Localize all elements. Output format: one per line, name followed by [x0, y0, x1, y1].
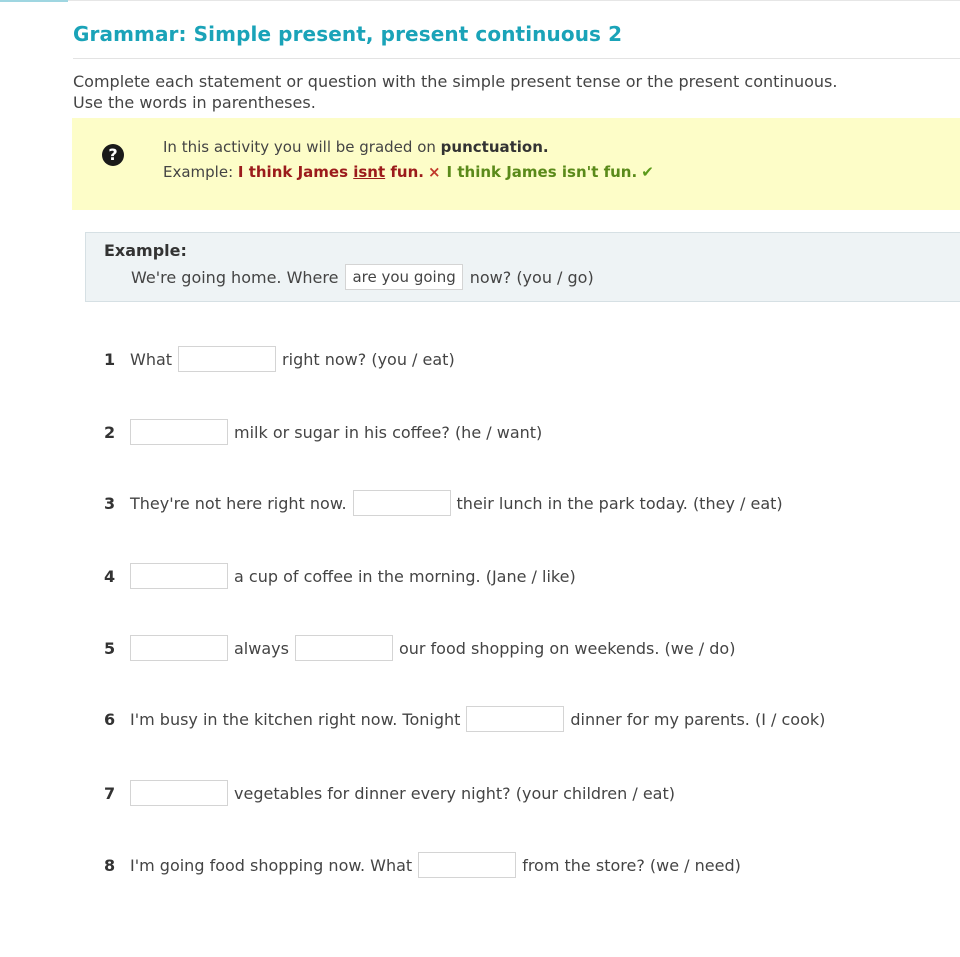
question-text-after: a cup of coffee in the morning. (Jane / like) — [234, 566, 576, 586]
page-title: Grammar: Simple present, present continuous 2 — [73, 22, 623, 46]
title-divider — [73, 58, 960, 59]
example-box — [85, 232, 960, 302]
answer-input-3[interactable] — [353, 490, 451, 516]
wrong-example — [238, 163, 424, 181]
answer-input-7[interactable] — [130, 780, 228, 806]
notice-example-label: Example: — [163, 163, 238, 181]
notice-example-line — [163, 163, 654, 181]
question-text-before: I'm going food shopping now. What — [130, 855, 413, 875]
question-1 — [104, 345, 455, 373]
question-number: 2 — [104, 422, 116, 442]
question-8 — [104, 851, 741, 879]
notice-prefix: In this activity you will be graded on — [163, 138, 441, 156]
question-text-before: I'm busy in the kitchen right now. Tonight — [130, 709, 461, 729]
answer-input-6[interactable] — [466, 706, 564, 732]
question-number: 8 — [104, 855, 116, 875]
question-text-after: vegetables for dinner every night? (your children / eat) — [234, 783, 675, 803]
question-text-after: from the store? (we / need) — [522, 855, 741, 875]
answer-input-5a[interactable] — [130, 635, 228, 661]
question-number: 7 — [104, 783, 116, 803]
question-text-after: right now? (you / eat) — [282, 349, 455, 369]
correct-example: I think James isn't fun. — [446, 163, 638, 181]
grading-notice — [72, 118, 960, 210]
question-5 — [104, 634, 735, 662]
question-number: 5 — [104, 638, 116, 658]
question-7 — [104, 779, 675, 807]
question-3 — [104, 489, 783, 517]
question-text-after: our food shopping on weekends. (we / do) — [398, 638, 736, 658]
top-accent-bar — [0, 0, 68, 2]
answer-input-1[interactable] — [178, 346, 276, 372]
question-number: 4 — [104, 566, 116, 586]
notice-grading-text — [163, 138, 549, 156]
question-number: 1 — [104, 349, 116, 369]
example-label: Example: — [104, 241, 187, 260]
example-answer-box: are you going — [345, 264, 462, 290]
example-text-before: We're going home. Where — [131, 267, 339, 287]
example-text-after: now? (you / go) — [469, 267, 594, 287]
answer-input-5b[interactable] — [295, 635, 393, 661]
question-2 — [104, 418, 542, 446]
question-4 — [104, 562, 576, 590]
wrong-example-error: isnt — [353, 163, 386, 181]
question-text-middle: always — [234, 638, 289, 658]
answer-input-8[interactable] — [418, 852, 516, 878]
question-text-after: milk or sugar in his coffee? (he / want) — [234, 422, 543, 442]
wrong-example-end: fun. — [385, 163, 424, 181]
question-6 — [104, 705, 825, 733]
notice-emphasis: punctuation. — [440, 138, 549, 156]
answer-input-4[interactable] — [130, 563, 228, 589]
check-icon: ✔ — [641, 163, 654, 181]
top-divider — [0, 0, 960, 1]
question-text-before: What — [130, 349, 173, 369]
example-sentence — [131, 264, 594, 290]
question-number: 6 — [104, 709, 116, 729]
question-number: 3 — [104, 493, 116, 513]
answer-input-2[interactable] — [130, 419, 228, 445]
question-text-before: They're not here right now. — [130, 493, 347, 513]
question-text-after: their lunch in the park today. (they / eat) — [456, 493, 783, 513]
instructions-text: Complete each statement or question with the simple present tense or the present continuous. Use the words in parentheses. — [73, 72, 838, 112]
cross-icon: × — [427, 163, 441, 181]
question-text-after: dinner for my parents. (I / cook) — [570, 709, 826, 729]
question-circle-icon[interactable]: ? — [102, 144, 124, 166]
wrong-example-start: I think James — [237, 163, 354, 181]
